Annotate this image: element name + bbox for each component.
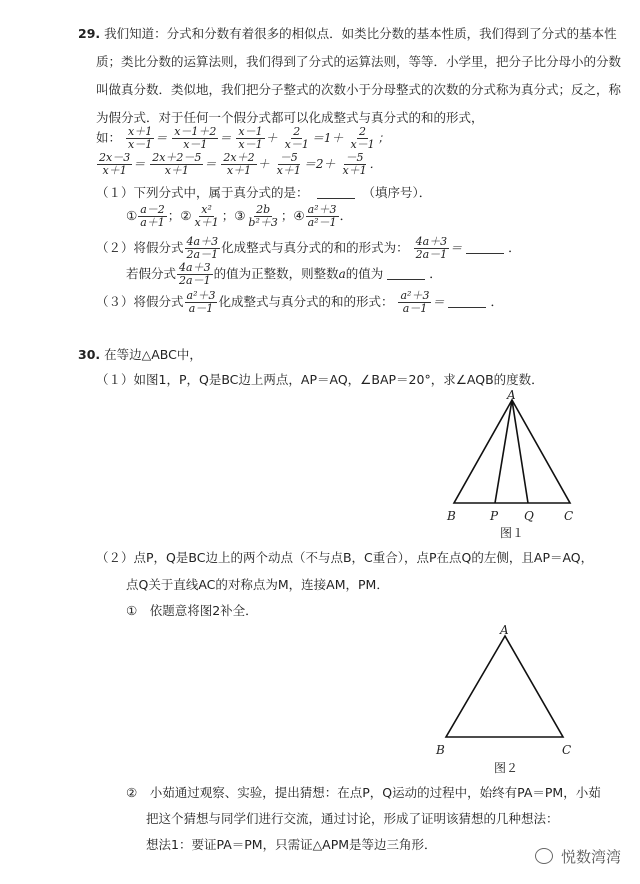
q29-example-1: 如： $\frac{x+1}{x-1}$ ＝ $\frac{x-1+2}{x-1}$ ＝ $\frac{x-1}{x-1}$ ＋ $\frac{2}{x-1}$ ＝1＋ $\frac{2}{x-1}$ ； [96, 125, 390, 151]
q30-intro: 在等边△ABC中， [104, 347, 202, 362]
q29-part1: （１）下列分式中，属于真分式的是： （填序号）． [96, 185, 432, 200]
figure-2 [430, 620, 580, 780]
q30-part2-line2: 点Q关于直线AC的对称点为M，连接AM，PM． [126, 577, 389, 592]
wechat-icon [535, 848, 553, 864]
q30-sub1: ① 依题意将图2补全． [126, 603, 258, 618]
q30-heading [78, 345, 202, 363]
q30-sub2-line3: 想法1：要证PA＝PM，只需证△APM是等边三角形． [146, 837, 437, 852]
fig1-label-q: Q [524, 509, 534, 523]
q30-part1: （１）如图1，P，Q是BC边上两点，AP＝AQ，∠BAP＝20°，求∠AQB的度数． [96, 372, 544, 387]
answer-blank [317, 198, 355, 199]
watermark-text: 悦数湾湾 [560, 848, 621, 866]
fig1-label-c: C [564, 509, 574, 523]
q29-intro-2: 质；类比分数的运算法则，我们得到了分式的运算法则，等等．小学里，把分子比分母小的分数 [96, 54, 622, 69]
figure-1 [440, 390, 590, 540]
q29-intro-4: 为假分式．对于任何一个假分式都可以化成整式与真分式的和的形式， [96, 110, 484, 125]
q29-intro-3: 叫做真分数．类似地，我们把分子整式的次数小于分母整式的次数的分式称为真分式；反之，称 [96, 82, 622, 97]
q29-part2b: 若假分式 $\frac{4a+3}{2a-1}$ 的值为正整数，则整数a的值为 ． [126, 261, 442, 287]
q29-part2: （２）将假分式 $\frac{4a+3}{2a-1}$ 化成整式与真分式的和的形式为： $\frac{4a+3}{2a-1}$ ＝ ． [96, 235, 521, 261]
q29-number: 29. [78, 26, 101, 41]
fig1-label-b: B [447, 509, 456, 523]
fig1-label-a: A [507, 390, 516, 402]
q29-example-2: $\frac{2x-3}{x+1}$ ＝ $\frac{2x+2-5}{x+1}$ ＝ $\frac{2x+2}{x+1}$ ＋ $\frac{-5}{x+1}$ ＝2＋ $\frac{-5}{x+1}$ ． [99, 151, 382, 177]
fig2-label-b: B [436, 743, 445, 757]
fig1-label-p: P [490, 509, 499, 523]
q30-number: 30. [78, 347, 101, 362]
fig1-caption: 图１ [500, 526, 525, 540]
q29-intro-1: 我们知道：分式和分数有着很多的相似点．如类比分数的基本性质，我们得到了分式的基本性 [104, 26, 617, 41]
q30-sub2-line2: 把这个猜想与同学们进行交流，通过讨论，形成了证明该猜想的几种想法： [146, 811, 559, 826]
fig2-label-a: A [500, 623, 509, 637]
q29-line-1 [78, 24, 617, 42]
example-prefix: 如： [96, 130, 122, 145]
watermark [535, 846, 621, 867]
q29-part1-options: ① $\frac{a-2}{a+1}$ ；② $\frac{\text{x²}}{x+1}$ ；③ $\frac{2b}{\text{b²＋3}}$ ；④ $\frac{\text{a²＋3}}{\text{a²－1}}$ ． [126, 203, 353, 229]
q30-sub2-line1: ② 小茹通过观察、实验，提出猜想：在点P，Q运动的过程中，始终有PA＝PM，小茹 [126, 785, 601, 800]
fig2-label-c: C [562, 743, 572, 757]
q29-part3: （３）将假分式 $\frac{\text{a²＋3}}{a-1}$ 化成整式与真分式的和的形式： $\frac{\text{a²＋3}}{a-1}$ ＝ ． [96, 289, 503, 315]
fig2-caption: 图２ [494, 761, 519, 775]
q30-part2-line1: （２）点P，Q是BC边上的两个动点（不与点B，C重合），点P在点Q的左侧，且AP＝AQ， [96, 550, 594, 565]
